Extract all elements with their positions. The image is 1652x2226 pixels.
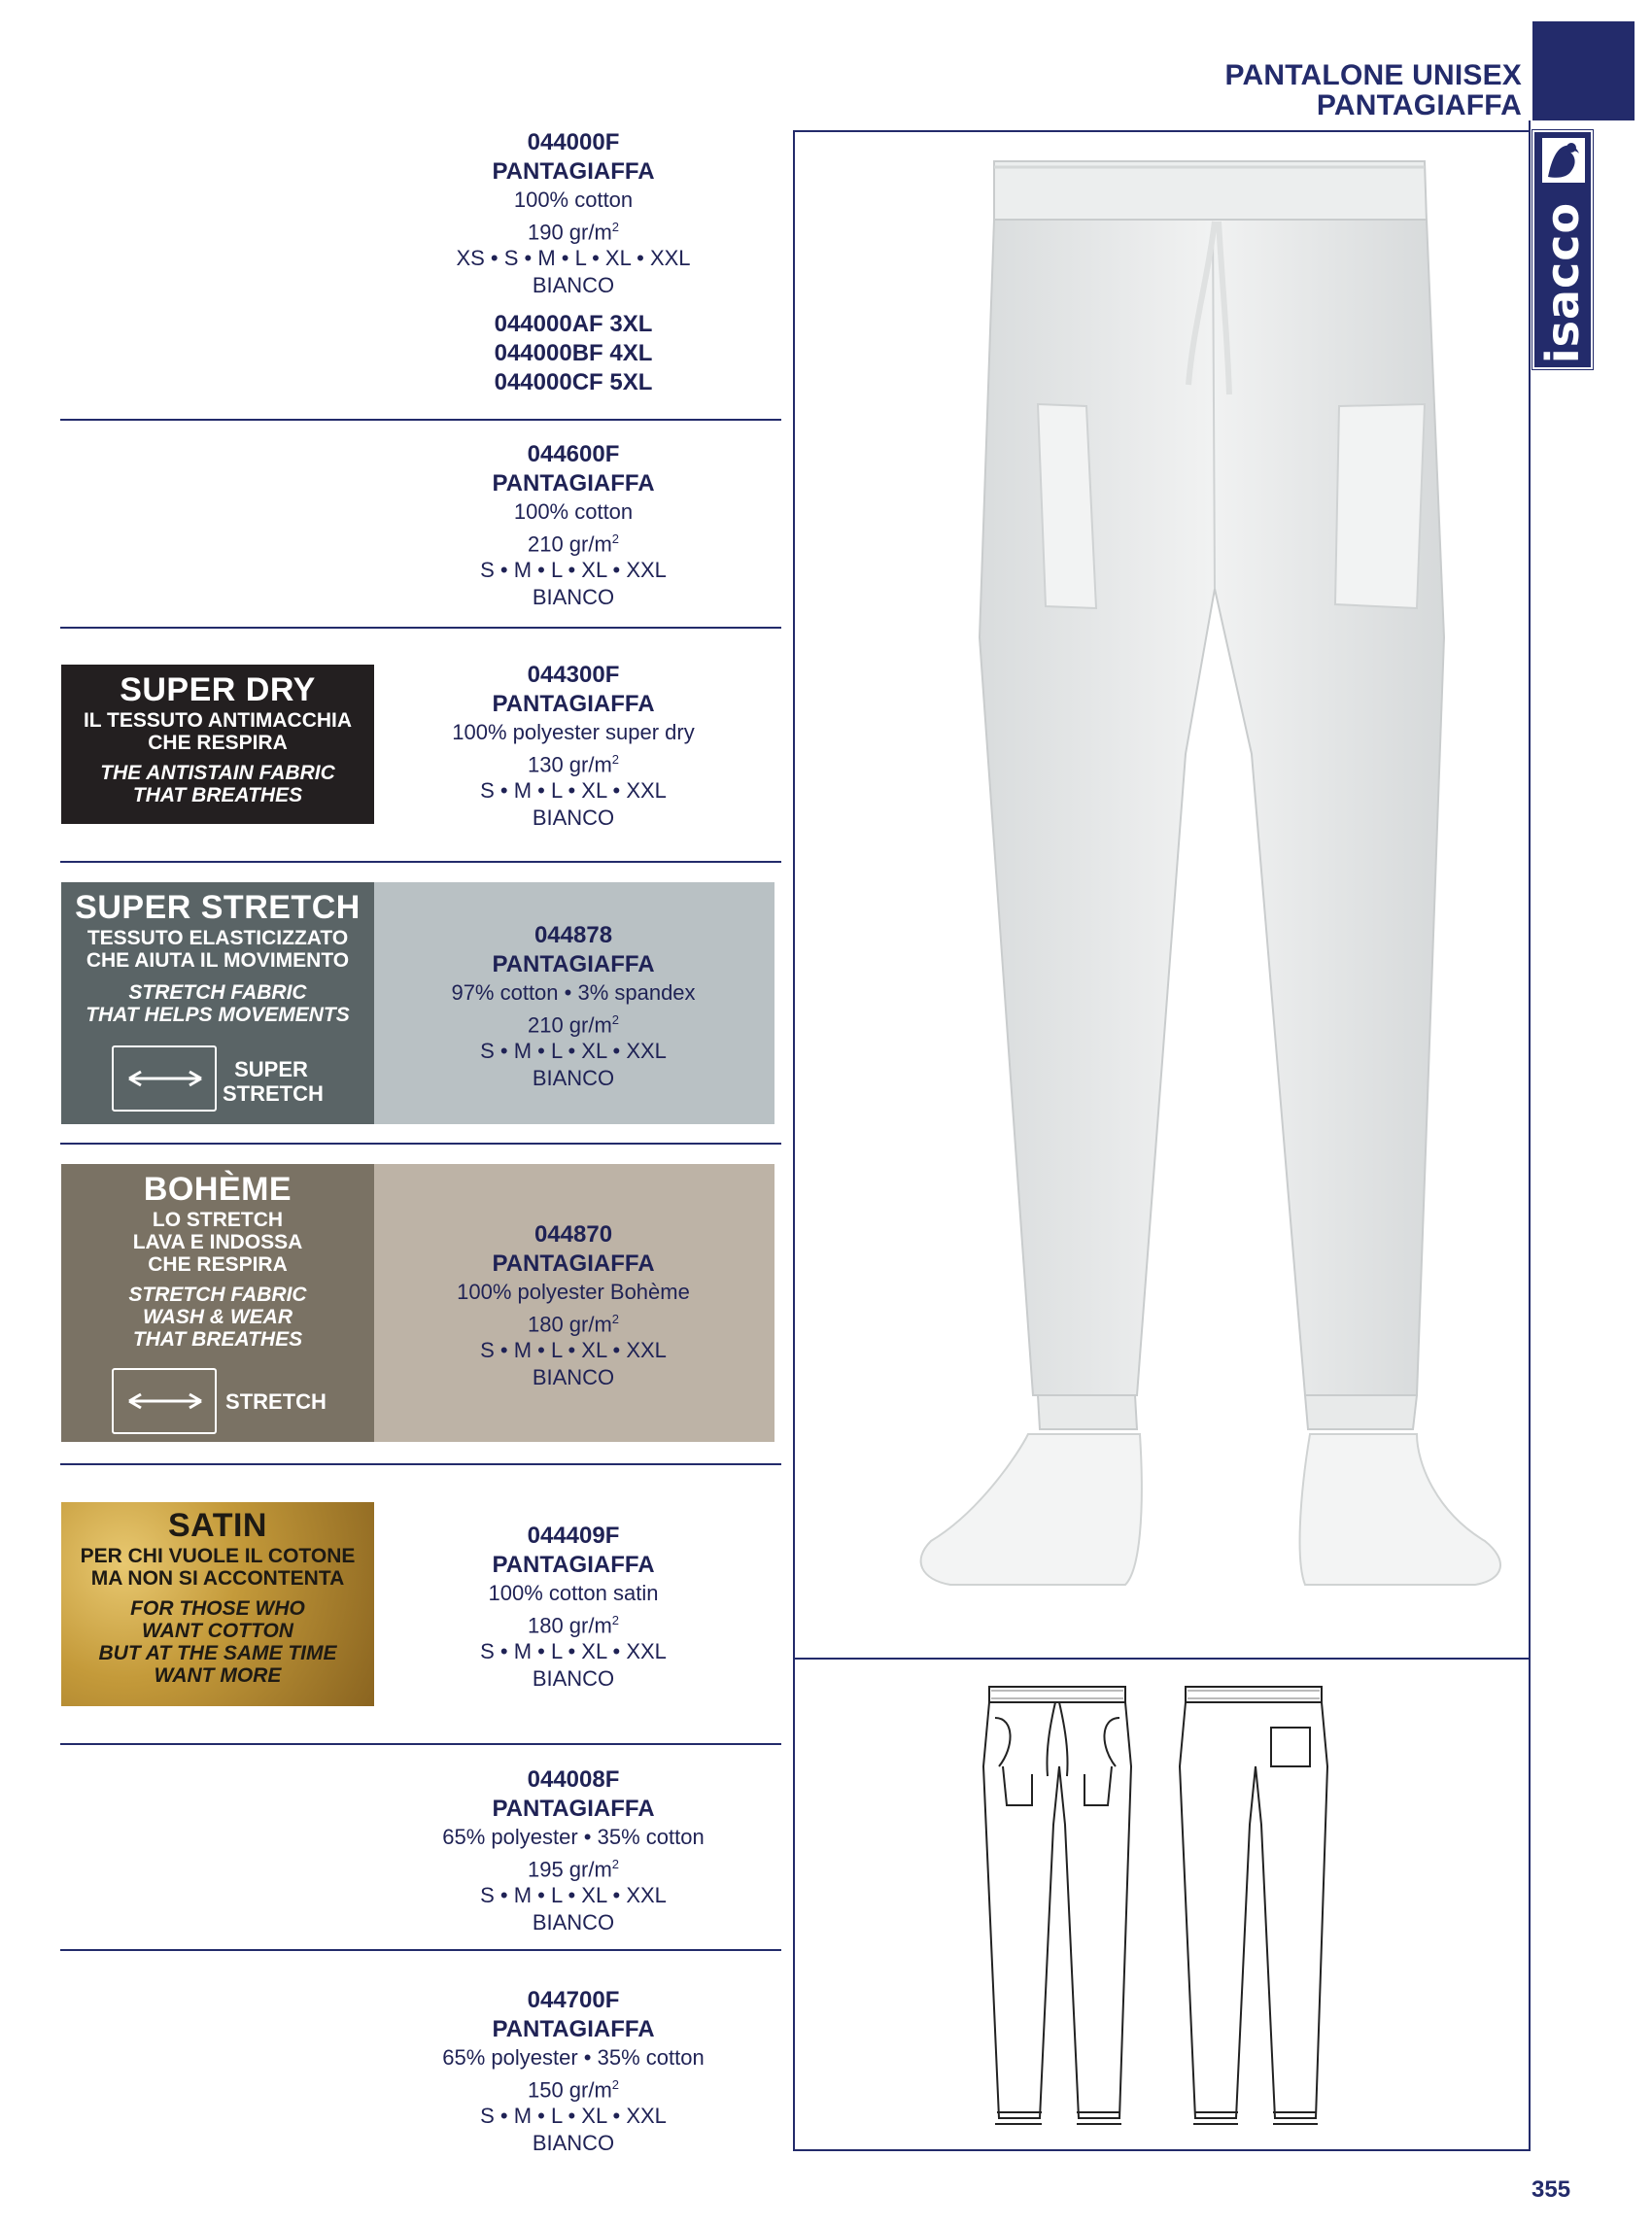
- product-044870: [389, 1220, 758, 1390]
- section-divider: [60, 1949, 781, 1951]
- product-code: 044600F: [527, 441, 620, 467]
- section-divider: [60, 1143, 781, 1145]
- stretch-arrow-icon: [112, 1368, 217, 1434]
- product-sizes: XS • S • M • L • XL • XXL: [456, 246, 691, 271]
- section-divider: [60, 861, 781, 863]
- product-color: BIANCO: [532, 2130, 615, 2155]
- product-weight: 190 $gr/m^2$: [527, 219, 620, 244]
- product-weight: 150 $gr/m^2$: [527, 2076, 620, 2102]
- section-divider: [60, 1463, 781, 1465]
- product-code: 044000F: [527, 129, 620, 155]
- corner-color-block: [1532, 21, 1635, 120]
- product-name: PANTAGIAFFA: [492, 1552, 655, 1578]
- product-sizes: S • M • L • XL • XXL: [480, 1883, 667, 1908]
- product-code: 044008F: [527, 1766, 620, 1793]
- brand-name: isacco: [1536, 201, 1589, 364]
- product-name: PANTAGIAFFA: [492, 1250, 655, 1277]
- product-color: BIANCO: [532, 272, 615, 297]
- technical-drawing-frame: [793, 1658, 1529, 2151]
- product-name: PANTAGIAFFA: [492, 158, 655, 185]
- product-044000F: [389, 128, 758, 397]
- section-divider: [60, 627, 781, 629]
- product-fabric: 100% cotton satin: [488, 1581, 659, 1605]
- brand-logo: [1532, 130, 1593, 369]
- stretch-arrow-icon: [112, 1045, 217, 1112]
- product-color: BIANCO: [532, 805, 615, 830]
- product-name: PANTAGIAFFA: [492, 691, 655, 717]
- extended-size-code: 044000CF 5XL: [494, 369, 653, 396]
- product-color: BIANCO: [532, 584, 615, 609]
- product-weight: 130 $gr/m^2$: [527, 751, 620, 776]
- product-weight: 195 $gr/m^2$: [527, 1856, 620, 1881]
- extended-size-code: 044000AF 3XL: [494, 311, 653, 338]
- product-photo-frame: [793, 130, 1529, 1660]
- product-code: 044878: [533, 922, 613, 948]
- super-dry-badge: SUPER DRY IL TESSUTO ANTIMACCHIA CHE RESPIRA THE ANTISTAIN FABRIC THAT BREATHES: [61, 665, 374, 824]
- product-044008F: [389, 1765, 758, 1935]
- section-divider: [60, 419, 781, 421]
- product-fabric: 65% polyester • 35% cotton: [442, 1825, 705, 1849]
- product-sizes: S • M • L • XL • XXL: [480, 1338, 667, 1363]
- product-code: 044700F: [527, 1987, 620, 2013]
- product-weight: 210 $gr/m^2$: [527, 1011, 620, 1037]
- product-044300F: [389, 661, 758, 831]
- pants-photo: [795, 132, 1527, 1658]
- right-rule: [1529, 120, 1531, 2151]
- product-code: 044300F: [527, 662, 620, 688]
- product-fabric: 100% cotton: [513, 499, 634, 524]
- extended-size-code: 044000BF 4XL: [494, 340, 653, 367]
- page-number: 355: [1532, 2176, 1571, 2203]
- product-color: BIANCO: [532, 1065, 615, 1090]
- product-sizes: S • M • L • XL • XXL: [480, 778, 667, 804]
- product-color: BIANCO: [532, 1665, 615, 1691]
- product-weight: 210 $gr/m^2$: [527, 531, 620, 556]
- product-fabric: 100% cotton: [513, 188, 634, 212]
- product-fabric: 100% polyester Bohème: [457, 1280, 690, 1304]
- product-weight: 180 $gr/m^2$: [527, 1311, 620, 1336]
- product-name: PANTAGIAFFA: [492, 951, 655, 977]
- chef-figure-icon: [1542, 138, 1585, 183]
- product-fabric: 97% cotton • 3% spandex: [451, 980, 696, 1005]
- super-stretch-badge: SUPER STRETCH TESSUTO ELASTICIZZATO CHE AIUTA IL MOVIMENTO STRETCH FABRIC THAT HELPS MOVEMENTS SUPER STRETCH: [61, 882, 374, 1124]
- product-044409F: [389, 1522, 758, 1692]
- product-sizes: S • M • L • XL • XXL: [480, 558, 667, 583]
- product-name: PANTAGIAFFA: [492, 2016, 655, 2042]
- section-divider: [60, 1743, 781, 1745]
- product-044600F: [389, 440, 758, 610]
- product-fabric: 65% polyester • 35% cotton: [442, 2045, 705, 2070]
- boheme-badge: BOHÈME LO STRETCH LAVA E INDOSSA CHE RESPIRA STRETCH FABRIC WASH & WEAR THAT BREATHES STRETCH: [61, 1164, 374, 1442]
- product-sizes: S • M • L • XL • XXL: [480, 1639, 667, 1664]
- product-weight: 180 $gr/m^2$: [527, 1612, 620, 1637]
- satin-badge: SATIN PER CHI VUOLE IL COTONE MA NON SI ACCONTENTA FOR THOSE WHO WANT COTTON BUT AT THE SAME TIME WANT MORE: [61, 1502, 374, 1706]
- product-code: 044870: [533, 1221, 613, 1248]
- product-name: PANTAGIAFFA: [492, 1796, 655, 1822]
- product-sizes: S • M • L • XL • XXL: [480, 2104, 667, 2129]
- pants-technical-drawing: [795, 1660, 1527, 2149]
- product-044878: [389, 921, 758, 1091]
- product-code: 044409F: [527, 1523, 620, 1549]
- product-color: BIANCO: [532, 1909, 615, 1935]
- product-color: BIANCO: [532, 1364, 615, 1389]
- product-sizes: S • M • L • XL • XXL: [480, 1039, 667, 1064]
- product-fabric: 100% polyester super dry: [452, 720, 695, 744]
- product-name: PANTAGIAFFA: [492, 470, 655, 497]
- product-044700F: [389, 1986, 758, 2156]
- page-title: PANTALONE UNISEX PANTAGIAFFA: [1224, 59, 1522, 121]
